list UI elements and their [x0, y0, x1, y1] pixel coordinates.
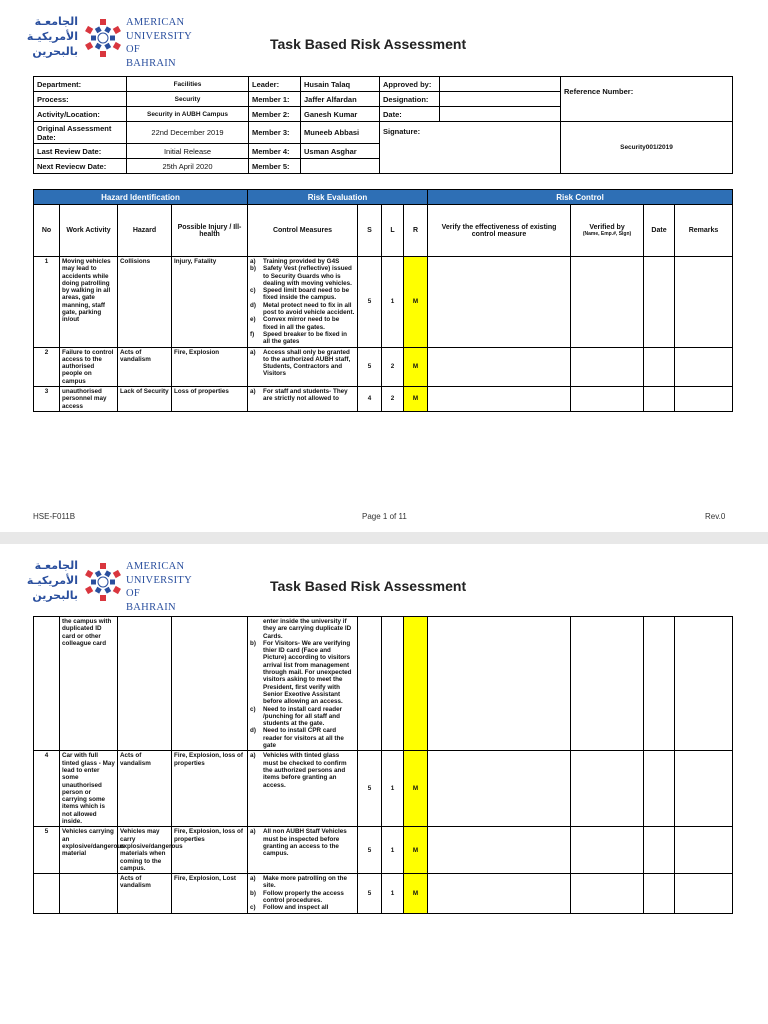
row-remarks [675, 257, 733, 348]
control-measure-text: Metal protect need to fix in all post to avoid vehicle accident. [263, 301, 355, 317]
row-control-measures [248, 257, 358, 348]
row-risk-rating: M [404, 387, 428, 412]
member5-value [301, 159, 380, 174]
row-severity: 5 [358, 874, 382, 913]
control-measure-text: Speed breaker to be fixed in all the gates [263, 330, 347, 346]
logo-arabic-text [20, 14, 78, 59]
row-date [644, 257, 675, 348]
row-date [644, 387, 675, 412]
control-measure-letter: e) [250, 316, 256, 324]
control-measure-text: enter inside the university if they are carrying duplicate ID Cards. [263, 618, 352, 640]
header-row [34, 77, 733, 92]
next-review-value: 25th April 2020 [127, 159, 249, 174]
control-measures-list [250, 875, 355, 911]
band-hazard-identification: Hazard Identification [34, 190, 248, 205]
row-remarks [675, 347, 733, 386]
row-likelihood: 1 [382, 874, 404, 913]
row-date [644, 751, 675, 827]
last-review-label: Last Review Date: [34, 144, 127, 159]
designation-label: Designation: [380, 92, 440, 107]
control-measure-letter: a) [250, 258, 256, 265]
control-measure-item [250, 349, 355, 378]
row-work-activity: Car with full tinted glass - May lead to enter some unauthorised person or carrying some items which is not allowed inside. [60, 751, 118, 827]
row-number: 2 [34, 347, 60, 386]
risk-table-row [34, 347, 733, 386]
header-row [34, 122, 733, 144]
row-risk-rating [404, 617, 428, 751]
last-review-value: Initial Release [127, 144, 249, 159]
logo-arabic-line: الجامعـة [34, 15, 78, 28]
row-possible-injury: Fire, Explosion, loss of properties [172, 751, 248, 827]
row-number [34, 617, 60, 751]
logo-english-line: AMERICAN [126, 561, 185, 572]
risk-table-page-1 [33, 189, 733, 412]
row-risk-rating: M [404, 751, 428, 827]
control-measure-text: Safety Vest (reflective) issued to Security Guards who is dealing with moving vehicles. [263, 265, 352, 287]
risk-table-row [34, 827, 733, 874]
col-l: L [382, 205, 404, 257]
logo-english-text [126, 16, 192, 70]
control-measure-item [250, 828, 355, 857]
control-measure-item [250, 640, 355, 706]
department-label: Department: [34, 77, 127, 92]
control-measure-text: Vehicles with tinted glass must be checked to confirm the authorized persons and items before granting an access. [263, 752, 347, 789]
row-verified-by [571, 751, 644, 827]
row-number: 4 [34, 751, 60, 827]
reference-number-label: Reference Number: [561, 77, 733, 122]
control-measure-item [250, 875, 355, 890]
row-severity [358, 617, 382, 751]
row-verified-by [571, 257, 644, 348]
verified-by-sub: (Name, Emp.#, Sign) [582, 231, 632, 237]
control-measures-list [250, 258, 355, 346]
column-header-row [34, 205, 733, 257]
logo-english-line: AMERICAN [126, 17, 185, 28]
row-control-measures [248, 827, 358, 874]
control-measure-text: Need to install card reader /punching for all staff and students at the gate. [263, 705, 343, 728]
control-measures-list [250, 828, 355, 857]
control-measures-list [250, 618, 355, 749]
risk-table-row [34, 751, 733, 827]
signature-label: Signature: [380, 122, 561, 174]
row-severity: 5 [358, 751, 382, 827]
col-hazard: Hazard [118, 205, 172, 257]
col-remarks: Remarks [675, 205, 733, 257]
control-measure-letter [250, 618, 263, 640]
member4-label: Member 4: [249, 144, 301, 159]
control-measure-item [250, 388, 355, 403]
leader-label: Leader: [249, 77, 301, 92]
row-verify-effectiveness [428, 257, 571, 348]
control-measure-item [250, 287, 355, 302]
row-possible-injury: Injury, Fatality [172, 257, 248, 348]
col-no: No [34, 205, 60, 257]
row-work-activity: the campus with duplicated ID card or other colleague card [60, 617, 118, 751]
row-hazard: Collisions [118, 257, 172, 348]
logo-english-line: UNIVERSITY [126, 574, 192, 586]
control-measure-letter: c) [250, 287, 256, 295]
col-verified-by [571, 205, 644, 257]
control-measure-letter: c) [250, 904, 256, 912]
control-measure-letter: c) [250, 705, 256, 713]
document-page-2 [0, 544, 768, 1024]
approved-by-value [440, 77, 561, 92]
row-control-measures [248, 617, 358, 751]
logo-arabic-text [20, 558, 78, 603]
row-risk-rating: M [404, 257, 428, 348]
row-risk-rating: M [404, 874, 428, 913]
page-number: Page 1 of 11 [362, 512, 407, 521]
row-possible-injury: Fire, Explosion, Lost [172, 874, 248, 913]
row-number: 5 [34, 827, 60, 874]
control-measure-item [250, 618, 355, 640]
row-likelihood: 1 [382, 827, 404, 874]
department-value: Facilities [127, 77, 249, 92]
member3-value: Muneeb Abbasi [301, 122, 380, 144]
row-control-measures [248, 347, 358, 386]
row-possible-injury: Fire, Explosion, loss of properties [172, 827, 248, 874]
control-measure-letter: a) [250, 388, 256, 396]
control-measure-text: Training provided by G4S [263, 258, 340, 265]
assessment-header-table [33, 76, 733, 174]
row-severity: 4 [358, 387, 382, 412]
document-title: Task Based Risk Assessment [270, 36, 467, 52]
control-measure-letter: f) [250, 330, 255, 338]
row-verify-effectiveness [428, 617, 571, 751]
row-remarks [675, 387, 733, 412]
logo-arabic-line: الجامعـة [34, 559, 78, 572]
control-measure-letter: b) [250, 639, 256, 647]
row-verified-by [571, 617, 644, 751]
control-measure-text: Access shall only be granted to the authorized AUBH staff, Students, Contractors and Visitors [263, 348, 351, 378]
control-measure-item [250, 265, 355, 287]
logo-english-line: OF BAHRAIN [126, 588, 176, 613]
col-verify-effectiveness: Verify the effectiveness of existing control measure [428, 205, 571, 257]
row-remarks [675, 874, 733, 913]
control-measure-letter: a) [250, 875, 256, 883]
control-measure-item [250, 904, 355, 911]
row-likelihood [382, 617, 404, 751]
control-measure-text: Convex mirror need to be fixed in all the gates. [263, 316, 340, 331]
original-date-value: 22nd December 2019 [127, 122, 249, 144]
logo-english-line: UNIVERSITY [126, 30, 192, 42]
process-label: Process: [34, 92, 127, 107]
row-date [644, 347, 675, 386]
approved-by-label: Approved by: [380, 77, 440, 92]
row-remarks [675, 827, 733, 874]
control-measure-text: Make more patrolling on the site. [263, 875, 347, 890]
control-measure-text: Follow properly the access control procedures. [263, 889, 344, 904]
row-verify-effectiveness [428, 387, 571, 412]
row-likelihood: 1 [382, 257, 404, 348]
control-measure-item [250, 890, 355, 905]
col-control-measures: Control Measures [248, 205, 358, 257]
row-verified-by [571, 347, 644, 386]
logo-english-text [126, 560, 192, 614]
form-code: HSE-F011B [33, 512, 76, 521]
activity-label: Activity/Location: [34, 107, 127, 122]
row-work-activity: Vehicles carrying an explosive/dangerous material [60, 827, 118, 874]
row-likelihood: 2 [382, 347, 404, 386]
aubh-emblem-icon [82, 560, 124, 604]
verified-by-label: Verified by [589, 224, 625, 231]
next-review-label: Next Reviecw Date: [34, 159, 127, 174]
row-possible-injury: Fire, Explosion [172, 347, 248, 386]
section-band-row [34, 190, 733, 205]
row-severity: 5 [358, 827, 382, 874]
row-date [644, 617, 675, 751]
row-likelihood: 2 [382, 387, 404, 412]
logo-arabic-line: الأمريكيـة [26, 574, 78, 587]
row-control-measures [248, 387, 358, 412]
aubh-logo [20, 558, 192, 613]
col-r: R [404, 205, 428, 257]
member1-label: Member 1: [249, 92, 301, 107]
control-measures-list [250, 388, 355, 403]
row-verified-by [571, 874, 644, 913]
row-verified-by [571, 387, 644, 412]
risk-table-row [34, 257, 733, 348]
band-risk-evaluation: Risk Evaluation [248, 190, 428, 205]
row-number [34, 874, 60, 913]
row-risk-rating: M [404, 347, 428, 386]
control-measure-letter: b) [250, 889, 256, 897]
logo-arabic-line: بالبحرين [32, 45, 78, 58]
control-measure-text: Need to install CPR card reader for visitors at all the gate [263, 727, 344, 750]
col-possible-injury: Possible Injury / Ill-health [172, 205, 248, 257]
row-control-measures [248, 874, 358, 913]
risk-table-row [34, 874, 733, 913]
control-measure-text: All non AUBH Staff Vehicles must be inspected before granting an access to the campus. [263, 828, 347, 858]
control-measure-item [250, 316, 355, 331]
row-verified-by [571, 827, 644, 874]
document-title: Task Based Risk Assessment [270, 578, 467, 594]
row-work-activity: Moving vehicles may lead to accidents while doing patrolling by walking in all areas, gate manning, staff gate, parking in/out [60, 257, 118, 348]
aubh-logo [20, 14, 192, 69]
member3-label: Member 3: [249, 122, 301, 144]
control-measure-letter: a) [250, 348, 256, 356]
risk-table-page-2 [33, 616, 733, 914]
date-value [440, 107, 561, 122]
row-number: 3 [34, 387, 60, 412]
logo-arabic-line: بالبحرين [32, 589, 78, 602]
row-work-activity [60, 874, 118, 913]
original-date-label: Original Assessment Date: [34, 122, 127, 144]
row-remarks [675, 751, 733, 827]
revision: Rev.0 [705, 512, 726, 521]
control-measure-item [250, 752, 355, 788]
designation-value [440, 92, 561, 107]
row-possible-injury [172, 617, 248, 751]
row-verify-effectiveness [428, 347, 571, 386]
control-measure-text: For staff and students- They are strictly not allowed to [263, 388, 348, 403]
control-measure-item [250, 706, 355, 728]
reference-number-value: Security001/2019 [561, 122, 733, 174]
row-verify-effectiveness [428, 827, 571, 874]
row-date [644, 874, 675, 913]
row-hazard: Acts of vandalism [118, 874, 172, 913]
row-verify-effectiveness [428, 874, 571, 913]
row-work-activity: unauthorised personnel may access [60, 387, 118, 412]
aubh-emblem-icon [82, 16, 124, 60]
row-hazard: Acts of vandalism [118, 347, 172, 386]
logo-english-line: OF BAHRAIN [126, 44, 176, 69]
process-value: Security [127, 92, 249, 107]
control-measure-item [250, 258, 355, 265]
control-measures-list [250, 349, 355, 378]
control-measure-letter: d) [250, 301, 256, 309]
row-severity: 5 [358, 257, 382, 348]
activity-value: Security in AUBH Campus [127, 107, 249, 122]
risk-table-row [34, 387, 733, 412]
member2-label: Member 2: [249, 107, 301, 122]
risk-rows-page-2 [34, 617, 733, 914]
row-severity: 5 [358, 347, 382, 386]
page-gap [0, 532, 768, 544]
col-date: Date [644, 205, 675, 257]
col-s: S [358, 205, 382, 257]
control-measures-list [250, 752, 355, 788]
member5-label: Member 5: [249, 159, 301, 174]
row-possible-injury: Loss of properties [172, 387, 248, 412]
risk-table-row [34, 617, 733, 751]
col-work-activity: Work Activity [60, 205, 118, 257]
row-likelihood: 1 [382, 751, 404, 827]
band-risk-control: Risk Control [428, 190, 733, 205]
row-hazard [118, 617, 172, 751]
member2-value: Ganesh Kumar [301, 107, 380, 122]
control-measure-letter: d) [250, 727, 256, 735]
member4-value: Usman Asghar [301, 144, 380, 159]
leader-value: Husain Talaq [301, 77, 380, 92]
control-measure-item [250, 302, 355, 317]
row-control-measures [248, 751, 358, 827]
control-measure-text: For Visitors- We are verifying thier ID card (Face and Picture) according to visitors arrival list from management through mail. For unexpected visitors asking to meet the President, first verify with Senior Exeotive Assistant before allowing an access. [263, 639, 352, 706]
date-label: Date: [380, 107, 440, 122]
row-date [644, 827, 675, 874]
control-measure-letter: b) [250, 265, 256, 273]
row-hazard: Lack of Security [118, 387, 172, 412]
control-measure-text: Follow and inspect all [263, 904, 329, 912]
row-hazard: Vehicles may carry explosive/dangerous materials when coming to the campus. [118, 827, 172, 874]
control-measure-item [250, 727, 355, 749]
control-measure-letter: a) [250, 752, 256, 760]
row-remarks [675, 617, 733, 751]
row-number: 1 [34, 257, 60, 348]
row-verify-effectiveness [428, 751, 571, 827]
row-risk-rating: M [404, 827, 428, 874]
member1-value: Jaffer Alfardan [301, 92, 380, 107]
logo-arabic-line: الأمريكيـة [26, 30, 78, 43]
control-measure-text: Speed limit board need to be fixed inside the campus. [263, 287, 350, 302]
row-work-activity: Failure to control access to the authorised people on campus [60, 347, 118, 386]
risk-rows-page-1 [34, 257, 733, 412]
control-measure-item [250, 331, 355, 346]
row-hazard: Acts of vandalism [118, 751, 172, 827]
control-measure-letter: a) [250, 828, 256, 836]
